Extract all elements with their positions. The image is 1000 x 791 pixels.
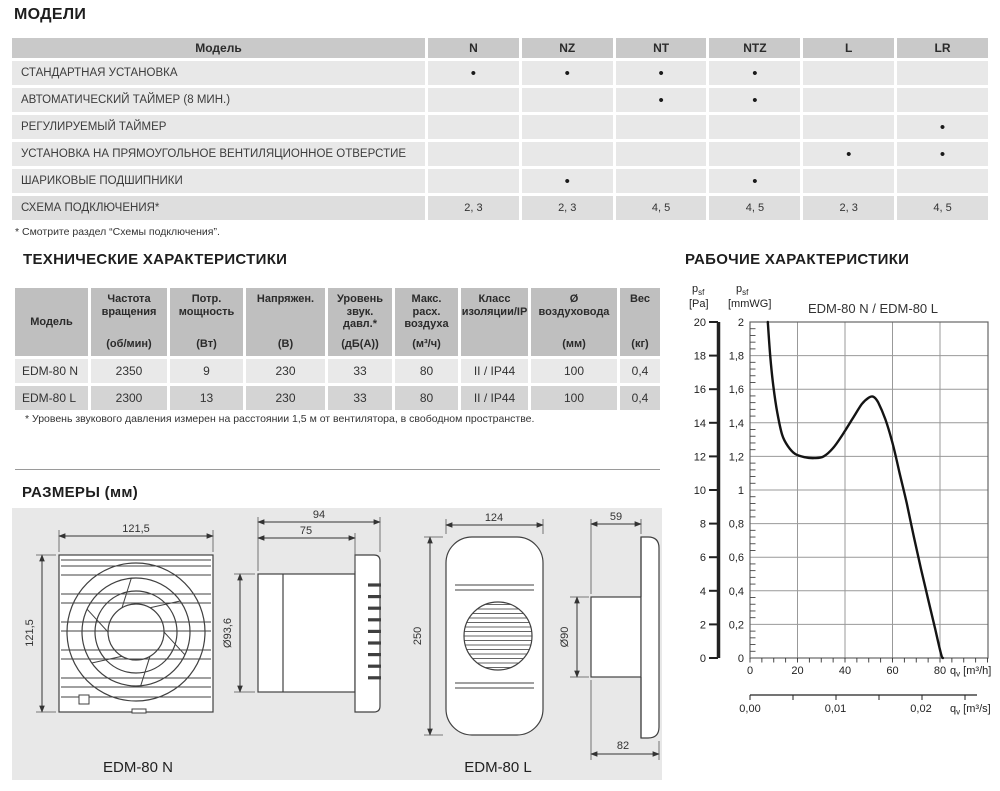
edm80l-side-view	[591, 537, 659, 738]
dim-l-front-width: 124	[484, 512, 504, 524]
tech-table	[15, 288, 663, 413]
row-label: ШАРИКОВЫЕ ПОДШИПНИКИ	[12, 169, 425, 193]
cell-value: 230	[246, 359, 325, 383]
table-row	[12, 142, 988, 166]
bullet-mark: •	[428, 61, 519, 85]
column-header	[91, 288, 167, 356]
cell-value: 2, 3	[522, 196, 613, 220]
dim-n-front-width: 121,5	[122, 523, 150, 535]
mmwg-tick-label: 0,6	[728, 552, 744, 565]
models-footnote: * Смотрите раздел “Схемы подключения”.	[15, 226, 220, 238]
column-header: LR	[897, 38, 988, 58]
mmwg-tick-label: 2	[737, 317, 744, 329]
bullet-mark: •	[897, 142, 988, 166]
mmwg-tick-label: 1,8	[728, 350, 744, 363]
cell-value	[522, 115, 613, 139]
bullet-mark: •	[522, 169, 613, 193]
cell-value	[616, 115, 707, 139]
column-header: L	[803, 38, 894, 58]
mmwg-axis-label: $p_{sf}$	[736, 283, 749, 297]
header-name: Уровень звук. давл.*	[336, 293, 383, 331]
pa-tick-label: 0	[699, 653, 706, 665]
column-header-model: Модель	[12, 38, 425, 58]
cell-value	[897, 88, 988, 112]
mmwg-tick-label: 1,2	[728, 451, 744, 464]
column-header	[15, 288, 88, 356]
header-name: Макс. расх. воздуха	[404, 293, 449, 331]
dim-l-depth-top: 59	[609, 511, 623, 523]
performance-section-title: РАБОЧИЕ ХАРАКТЕРИСТИКИ	[685, 251, 910, 268]
dim-l-duct-diameter: Ø90	[559, 626, 571, 648]
table-header-row	[12, 38, 988, 58]
row-label: EDM-80 N	[15, 359, 88, 383]
bullet-mark: •	[709, 88, 800, 112]
row-label: РЕГУЛИРУЕМЫЙ ТАЙМЕР	[12, 115, 425, 139]
column-header: NTZ	[709, 38, 800, 58]
chart-title: EDM-80 N / EDM-80 L	[807, 301, 939, 316]
cell-value: 4, 5	[709, 196, 800, 220]
header-unit: (кг)	[631, 338, 649, 351]
pa-axis-unit: [Pa]	[689, 298, 709, 310]
mmwg-tick-label: 1,6	[728, 384, 744, 397]
performance-chart	[680, 276, 1000, 736]
header-unit: (В)	[277, 338, 294, 351]
pa-tick-label: 10	[693, 485, 706, 497]
x-tick-label: 0	[746, 665, 754, 677]
header-unit: (об/мин)	[106, 338, 152, 351]
cell-value: 0,4	[620, 359, 660, 383]
header-name: Частота вращения	[101, 293, 157, 318]
column-header	[395, 288, 458, 356]
bullet-mark: •	[897, 115, 988, 139]
table-row	[15, 359, 663, 383]
edm80l-label: EDM-80 L	[464, 759, 532, 776]
cell-value	[428, 142, 519, 166]
bullet-mark: •	[616, 61, 707, 85]
cell-value: 33	[328, 359, 392, 383]
cell-value	[709, 115, 800, 139]
cell-value	[803, 88, 894, 112]
header-name: Модель	[30, 315, 73, 328]
cell-value: II / IP44	[461, 359, 528, 383]
cell-value: 9	[170, 359, 243, 383]
table-row	[12, 115, 988, 139]
x-secondary-tick-label: 0,02	[910, 703, 932, 715]
cell-value: 100	[531, 386, 617, 410]
table-row	[12, 169, 988, 193]
pa-tick-label: 18	[693, 350, 706, 363]
cell-value	[428, 88, 519, 112]
header-name: Напряжен.	[256, 293, 315, 305]
cell-value	[897, 61, 988, 85]
dim-n-depth-duct: 75	[299, 525, 313, 537]
column-header: NZ	[522, 38, 613, 58]
cell-value: 80	[395, 386, 458, 410]
row-label: EDM-80 L	[15, 386, 88, 410]
row-label: УСТАНОВКА НА ПРЯМОУГОЛЬНОЕ ВЕНТИЛЯЦИОННОЕ ОТВЕРСТИЕ	[12, 142, 425, 166]
cell-value: 2, 3	[803, 196, 894, 220]
cell-value: 2300	[91, 386, 167, 410]
cell-value	[803, 169, 894, 193]
models-section-title: МОДЕЛИ	[14, 6, 87, 23]
cell-value: 100	[531, 359, 617, 383]
cell-value	[803, 61, 894, 85]
row-label: СХЕМА ПОДКЛЮЧЕНИЯ*	[12, 196, 425, 220]
x-secondary-tick-label: 0,00	[739, 703, 761, 715]
bullet-mark: •	[616, 88, 707, 112]
row-label: СТАНДАРТНАЯ УСТАНОВКА	[12, 61, 425, 85]
cell-value: 4, 5	[616, 196, 707, 220]
table-row	[12, 61, 988, 85]
header-unit: (дБ(А))	[341, 338, 379, 351]
x-tick-label: 40	[838, 665, 852, 677]
edm80n-front-view	[59, 555, 213, 713]
cell-value	[616, 142, 707, 166]
cell-value	[522, 88, 613, 112]
bullet-mark: •	[803, 142, 894, 166]
pa-tick-label: 2	[699, 619, 706, 632]
x-axis-unit: $q_v$ [m³/h]	[950, 665, 992, 679]
dim-n-front-height: 121,5	[24, 619, 36, 647]
column-header	[461, 288, 528, 356]
header-unit: (мм)	[562, 338, 586, 351]
cell-value	[803, 115, 894, 139]
tech-section-title: ТЕХНИЧЕСКИЕ ХАРАКТЕРИСТИКИ	[23, 251, 288, 268]
cell-value: 13	[170, 386, 243, 410]
x-tick-label: 20	[791, 665, 804, 677]
mmwg-tick-label: 1,4	[728, 417, 744, 430]
cell-value: 2350	[91, 359, 167, 383]
mmwg-tick-label: 0,2	[728, 619, 744, 632]
cell-value	[428, 169, 519, 193]
column-header	[620, 288, 660, 356]
pa-tick-label: 20	[693, 317, 706, 329]
cell-value	[428, 115, 519, 139]
section-divider	[15, 469, 660, 470]
mmwg-tick-label: 1	[737, 485, 744, 497]
column-header	[531, 288, 617, 356]
cell-value	[616, 169, 707, 193]
header-unit: (Вт)	[196, 338, 217, 351]
column-header	[246, 288, 325, 356]
x-axis-secondary-unit: $q_v$ [m³/s]	[950, 703, 991, 717]
pa-tick-label: 4	[699, 585, 706, 598]
mmwg-tick-label: 0,8	[728, 518, 744, 531]
cell-value: 4, 5	[897, 196, 988, 220]
mmwg-tick-label: 0	[737, 653, 744, 665]
x-tick-label: 60	[886, 665, 899, 677]
cell-value: II / IP44	[461, 386, 528, 410]
mmwg-tick-label: 0,4	[728, 585, 744, 598]
edm80n-side-view	[258, 555, 381, 712]
edm80l-front-view	[446, 537, 543, 735]
pa-tick-label: 16	[693, 384, 706, 397]
table-row	[15, 386, 663, 410]
cell-value: 0,4	[620, 386, 660, 410]
dim-l-depth-bottom: 82	[616, 740, 630, 752]
pa-tick-label: 8	[699, 518, 706, 531]
cell-value	[709, 142, 800, 166]
table-row	[12, 196, 988, 220]
pa-tick-label: 14	[693, 417, 706, 430]
cell-value	[522, 142, 613, 166]
cell-value: 33	[328, 386, 392, 410]
bullet-mark: •	[709, 61, 800, 85]
column-header: N	[428, 38, 519, 58]
header-name: Класс изоляции/IP	[461, 293, 528, 318]
table-row	[12, 88, 988, 112]
header-name: Вес	[629, 293, 651, 305]
pa-tick-label: 12	[693, 451, 706, 464]
cell-value: 230	[246, 386, 325, 410]
dim-n-depth-total: 94	[312, 509, 326, 521]
cell-value: 80	[395, 359, 458, 383]
bullet-mark: •	[522, 61, 613, 85]
header-unit: (м³/ч)	[412, 338, 441, 351]
dim-l-front-height: 250	[412, 626, 424, 646]
pa-axis-label: $p_{sf}$	[692, 283, 705, 297]
x-secondary-tick-label: 0,01	[824, 703, 847, 715]
dimension-drawings	[12, 508, 662, 780]
chart-plot-area	[694, 317, 988, 715]
dim-n-duct-diameter: Ø93,6	[222, 618, 234, 648]
header-name: Ø воздуховода	[538, 293, 610, 318]
column-header: NT	[616, 38, 707, 58]
bullet-mark: •	[709, 169, 800, 193]
cell-value	[897, 169, 988, 193]
row-label: АВТОМАТИЧЕСКИЙ ТАЙМЕР (8 МИН.)	[12, 88, 425, 112]
pa-tick-label: 6	[699, 552, 706, 565]
edm80n-label: EDM-80 N	[102, 759, 174, 776]
dimensions-section-title: РАЗМЕРЫ (мм)	[22, 484, 139, 501]
x-tick-label: 80	[933, 665, 947, 677]
table-header-row	[15, 288, 663, 356]
tech-footnote: * Уровень звукового давления измерен на расстоянии 1,5 м от вентилятора, в свободном пространстве.	[25, 413, 535, 425]
mmwg-axis-unit: [mmWG]	[728, 298, 772, 310]
column-header	[170, 288, 243, 356]
column-header	[328, 288, 392, 356]
models-table	[12, 38, 988, 223]
dimensions-panel	[12, 508, 662, 780]
header-name: Потр. мощность	[178, 293, 235, 318]
cell-value: 2, 3	[428, 196, 519, 220]
